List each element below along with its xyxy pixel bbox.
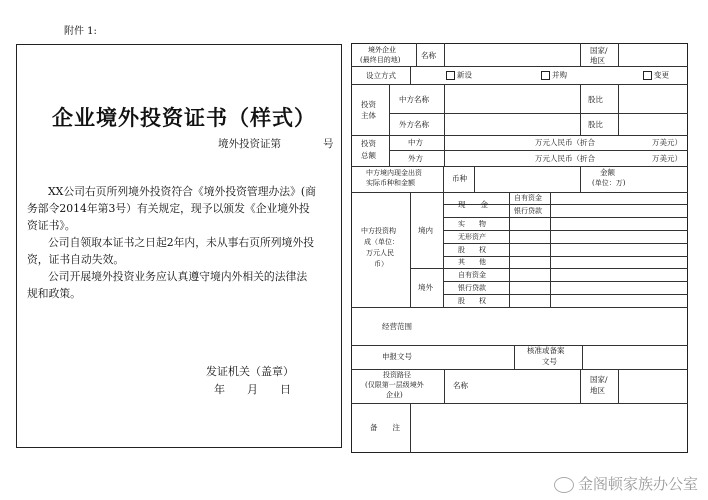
issuer-seal-label: 发证机关（盖章） xyxy=(206,365,294,378)
option-merge[interactable]: 并购 xyxy=(541,71,567,80)
remarks-label: 备 注 xyxy=(370,423,400,432)
paragraph-3-line-1: 公司开展境外投资业务应认真遵守境内外相关的法律法 xyxy=(48,270,308,283)
amount-label-1: 金额 xyxy=(600,168,615,177)
watermark: 金阁顿家族办公室 xyxy=(554,473,698,494)
approval-no-label-1: 核准或备案 xyxy=(527,346,565,355)
certificate-number: 境外投资证第 号 xyxy=(218,138,334,150)
name-label: 名称 xyxy=(421,51,436,60)
own-funds-overseas-label: 自有资金 xyxy=(458,271,486,279)
cash-label: 现 金 xyxy=(458,200,488,209)
foreign-name-label: 外方名称 xyxy=(399,120,429,129)
composition-label-1: 中方投资构 xyxy=(361,227,396,235)
path-label-1: 投资路径 xyxy=(383,371,411,379)
checkbox-new[interactable] xyxy=(446,71,455,80)
composition-label-2: 成（单位： xyxy=(364,238,399,246)
certificate-title: 企业境外投资证书（样式） xyxy=(52,105,316,130)
cn-usd-close: 万美元） xyxy=(652,138,682,147)
doc-no-label: 申报文号 xyxy=(382,352,412,361)
setup-mode-label: 设立方式 xyxy=(366,71,396,80)
paragraph-1-line-1: XX公司右页所列境外投资符合《境外投资管理办法》(商 xyxy=(48,185,316,198)
in-kind-label: 实 物 xyxy=(458,220,486,228)
domestic-label: 境内 xyxy=(418,226,433,235)
country-label-1: 国家/ xyxy=(590,46,608,55)
foreign-usd-close: 万美元） xyxy=(652,154,682,163)
country-label-2: 地区 xyxy=(590,56,605,65)
option-new[interactable]: 新设 xyxy=(446,71,472,80)
bank-loan-overseas-label: 银行贷款 xyxy=(458,284,486,292)
weibo-icon xyxy=(554,477,574,493)
scope-label: 经营范围 xyxy=(382,322,412,331)
path-label-3: 企业) xyxy=(386,391,403,399)
other-label: 其 他 xyxy=(458,258,486,266)
cn-rmb-amount: 万元人民币（折合 xyxy=(535,138,595,147)
option-change[interactable]: 变更 xyxy=(643,71,669,80)
total-invest-label-1: 投资 xyxy=(361,139,376,148)
currency-label: 币种 xyxy=(452,174,467,183)
path-name-label: 名称 xyxy=(453,381,468,390)
overseas-label: 境外 xyxy=(418,283,433,292)
investor-subject-label-1: 投资 xyxy=(361,100,376,109)
foreign-party-label: 外方 xyxy=(408,154,423,163)
paragraph-2-line-2: 资，证书自动失效。 xyxy=(27,253,125,266)
final-destination-label: (最终目的地) xyxy=(360,56,401,64)
equity-overseas-label: 股 权 xyxy=(458,297,486,305)
path-label-2: (仅限第一层级境外 xyxy=(365,381,424,389)
share-ratio-label-1: 股比 xyxy=(588,95,603,104)
paragraph-1-line-3: 资证书》。 xyxy=(27,219,76,232)
cn-party-label: 中方 xyxy=(408,138,423,147)
actual-currency-label-1: 中方境内现金出资 xyxy=(366,169,422,177)
equity-label: 股 权 xyxy=(458,246,486,254)
composition-label-4: 币） xyxy=(374,260,388,268)
actual-currency-label-2: 实际币种和金额 xyxy=(366,179,415,187)
amount-label-2: (单位：万) xyxy=(592,179,626,187)
checkbox-change[interactable] xyxy=(643,71,652,80)
cn-name-label: 中方名称 xyxy=(399,95,429,104)
investor-subject-label-2: 主体 xyxy=(361,111,376,120)
paragraph-1-line-2: 务部令2014年第3号）有关规定，现予以颁发《企业境外投 xyxy=(27,202,310,215)
paragraph-2-line-1: 公司自领取本证书之日起2年内，未从事右页所列境外投 xyxy=(48,236,314,249)
foreign-rmb-amount: 万元人民币（折合 xyxy=(535,154,595,163)
own-funds-label: 自有资金 xyxy=(514,194,542,202)
paragraph-3-line-2: 规和政策。 xyxy=(27,287,81,300)
attachment-label: 附件 1: xyxy=(64,26,97,37)
intangible-label: 无形资产 xyxy=(458,233,486,241)
overseas-enterprise-label: 境外企业 xyxy=(368,46,396,54)
path-country-label-2: 地区 xyxy=(590,386,605,395)
checkbox-merge[interactable] xyxy=(541,71,550,80)
share-ratio-label-2: 股比 xyxy=(588,120,603,129)
bank-loan-label: 银行贷款 xyxy=(514,207,542,215)
total-invest-label-2: 总额 xyxy=(361,151,376,160)
composition-label-3: 万元人民 xyxy=(366,249,394,257)
path-country-label-1: 国家/ xyxy=(590,375,608,384)
issue-date: 年 月 日 xyxy=(214,383,291,396)
approval-no-label-2: 文号 xyxy=(542,357,557,366)
